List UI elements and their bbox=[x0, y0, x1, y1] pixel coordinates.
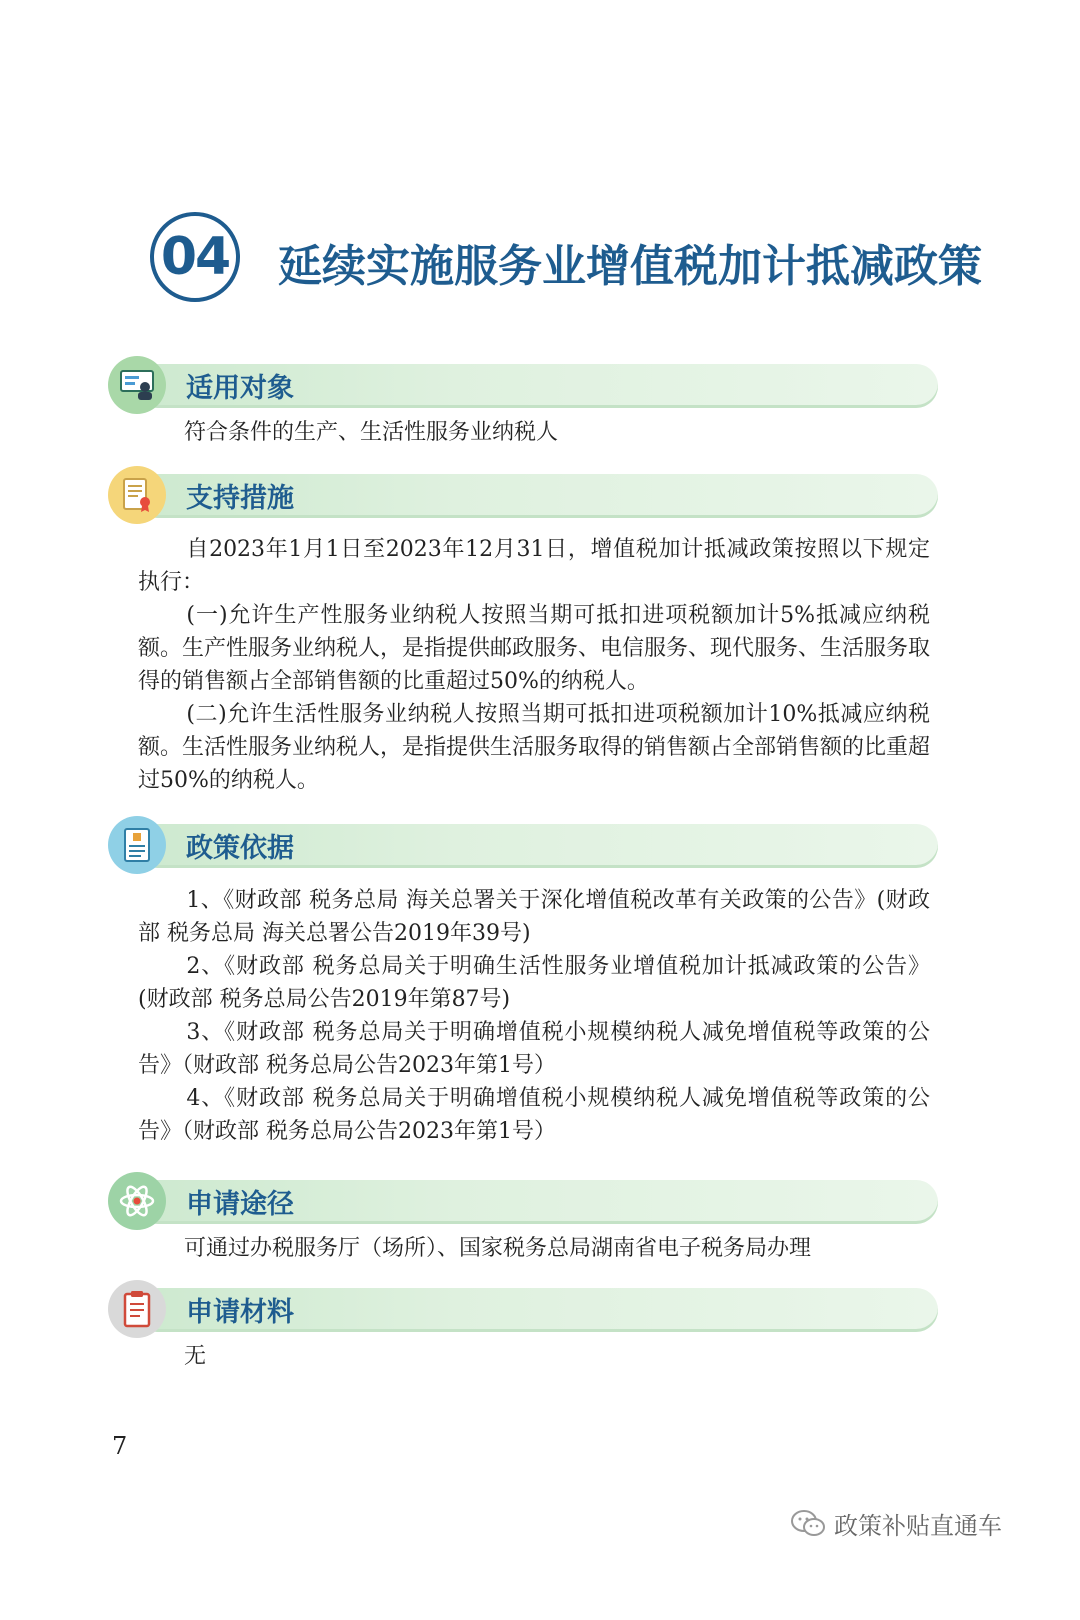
measures-paragraph: (一)允许生产性服务业纳税人按照当期可抵扣进项税额加计5%抵减应纳税额。生产性服务业纳税人，是指提供邮政服务、电信服务、现代服务、生活服务取得的销售额占全部销售额的比重超过50%的纳税人。 bbox=[138, 603, 931, 694]
chapter-title bbox=[150, 212, 982, 312]
basis-paragraph: 1、《财政部 税务总局 海关总署关于深化增值税改革有关政策的公告》(财政部 税务总局 海关总署公告2019年39号) bbox=[138, 888, 930, 946]
section-title: 政策依据 bbox=[186, 833, 294, 864]
section-title: 申请材料 bbox=[186, 1297, 294, 1328]
section-title: 适用对象 bbox=[186, 373, 294, 404]
measures-paragraph: 自2023年1月1日至2023年12月31日，增值税加计抵减政策按照以下规定执行： bbox=[138, 537, 930, 595]
watermark bbox=[790, 1506, 1002, 1541]
channel-content: 可通过办税服务厅（场所）、国家税务总局湖南省电子税务局办理 bbox=[184, 1236, 812, 1261]
atom-icon bbox=[108, 1172, 166, 1230]
chapter-title-text: 延续实施服务业增值税加计抵减政策 bbox=[278, 241, 982, 292]
basis-paragraph: 3、《财政部 税务总局关于明确增值税小规模纳税人减免增值税等政策的公告》（财政部 税务总局公告2023年第1号） bbox=[138, 1020, 930, 1078]
monitor-user-icon bbox=[108, 356, 166, 414]
section-header-basis bbox=[108, 816, 938, 876]
section-header-materials bbox=[108, 1280, 938, 1340]
section-title: 申请途径 bbox=[186, 1189, 294, 1220]
wechat-icon bbox=[790, 1509, 826, 1539]
basis-content bbox=[138, 884, 930, 1148]
page-number: 7 bbox=[112, 1432, 128, 1460]
chapter-number-badge: 04 bbox=[150, 212, 240, 302]
section-header-target bbox=[108, 356, 938, 416]
measures-content bbox=[138, 533, 930, 797]
section-header-measures bbox=[108, 466, 938, 526]
document-icon bbox=[108, 816, 166, 874]
target-content: 符合条件的生产、生活性服务业纳税人 bbox=[184, 420, 559, 445]
materials-content: 无 bbox=[184, 1344, 207, 1369]
certificate-icon bbox=[108, 466, 166, 524]
clipboard-icon bbox=[108, 1280, 166, 1338]
section-header-channel bbox=[108, 1172, 938, 1232]
basis-paragraph: 4、《财政部 税务总局关于明确增值税小规模纳税人减免增值税等政策的公告》（财政部 税务总局公告2023年第1号） bbox=[138, 1086, 930, 1144]
measures-paragraph: (二)允许生活性服务业纳税人按照当期可抵扣进项税额加计10%抵减应纳税额。生活性服务业纳税人，是指提供生活服务取得的销售额占全部销售额的比重超过50%的纳税人。 bbox=[138, 702, 931, 793]
basis-paragraph: 2、《财政部 税务总局关于明确生活性服务业增值税加计抵减政策的公告》(财政部 税务总局公告2019年第87号) bbox=[138, 954, 930, 1012]
watermark-text: 政策补贴直通车 bbox=[834, 1512, 1002, 1540]
section-title: 支持措施 bbox=[186, 483, 294, 514]
